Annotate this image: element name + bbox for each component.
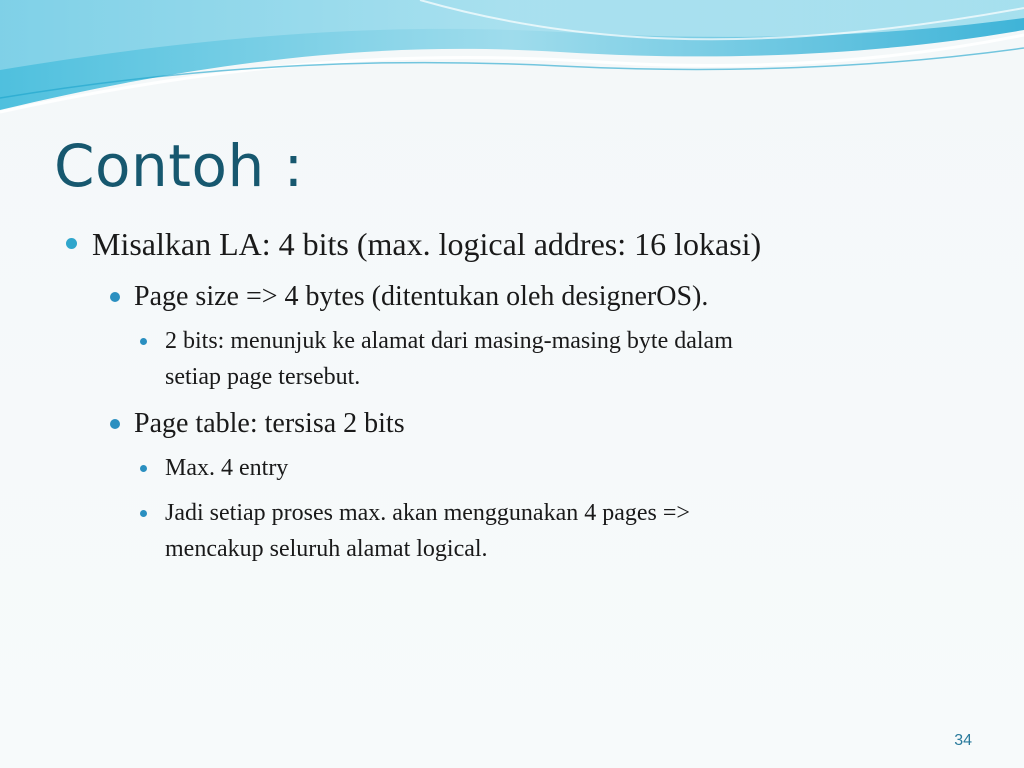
bullet-item-level3	[165, 323, 733, 395]
bullet-line: setiap page tersebut.	[165, 364, 361, 390]
page-number: 34	[954, 732, 972, 749]
bullet-item-level2: Page table: tersisa 2 bits	[134, 408, 405, 439]
bullet-dot-icon	[66, 238, 77, 249]
bullet-item-level3	[165, 495, 690, 567]
bullet-item-level3: Max. 4 entry	[165, 455, 289, 481]
slide-title: Contoh :	[54, 132, 304, 200]
bullet-dot-icon	[110, 292, 120, 302]
bullet-line: mencakup seluruh alamat logical.	[165, 536, 488, 562]
bullet-line: Jadi setiap proses max. akan menggunakan 4 pages =>	[165, 500, 690, 526]
header-wave-decoration	[0, 0, 1024, 120]
bullet-dot-icon	[140, 465, 147, 472]
bullet-dot-icon	[110, 419, 120, 429]
bullet-dot-icon	[140, 338, 147, 345]
bullet-dot-icon	[140, 510, 147, 517]
bullet-line: 2 bits: menunjuk ke alamat dari masing-masing byte dalam	[165, 328, 733, 354]
bullet-item-level1: Misalkan LA: 4 bits (max. logical addres: 16 lokasi)	[92, 226, 762, 262]
bullet-item-level2: Page size => 4 bytes (ditentukan oleh designerOS).	[134, 281, 709, 312]
